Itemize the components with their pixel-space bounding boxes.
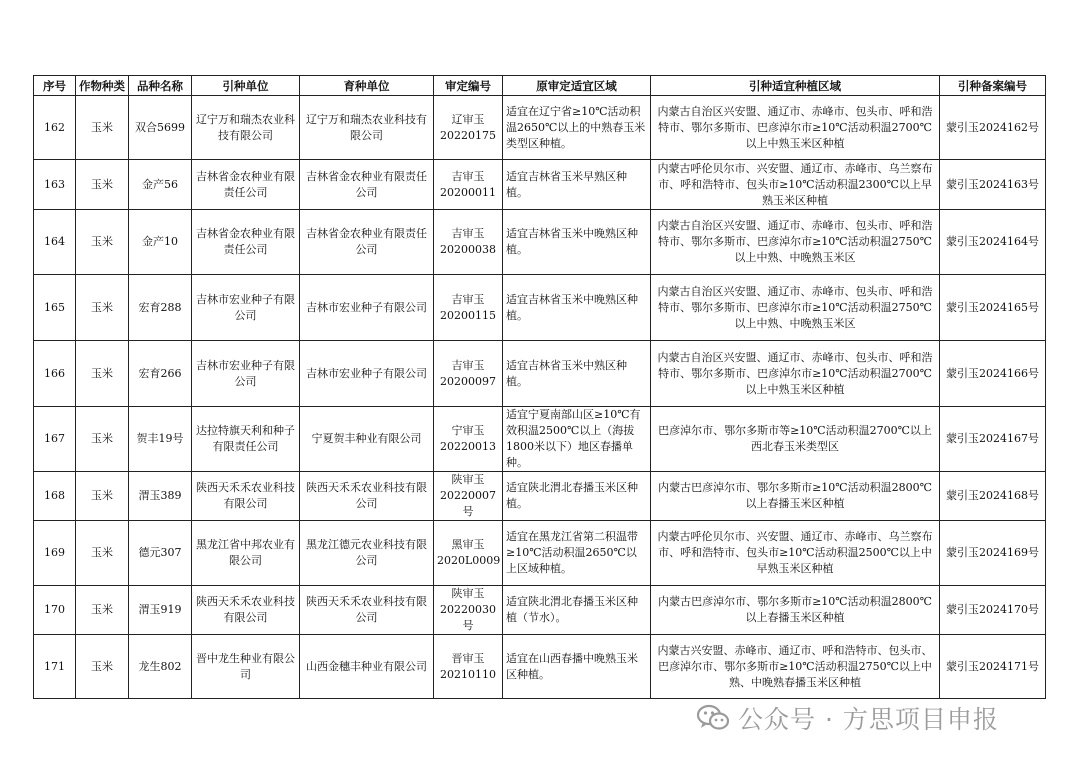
cell-approval: 晋审玉20210110: [434, 635, 503, 699]
cell-approval: 黑审玉2020L0009: [434, 521, 503, 586]
cell-breeder: 陕西天禾禾农业科技有限公司: [300, 586, 434, 635]
cell-breeder: 黑龙江德元农业科技有限公司: [300, 521, 434, 586]
cell-introducer: 晋中龙生种业有限公司: [192, 635, 300, 699]
cell-orig-area: 适宜吉林省玉米中晚熟区种植。: [503, 275, 651, 341]
cell-crop: 玉米: [76, 341, 129, 407]
cell-intro-area: 内蒙古巴彦淖尔市、鄂尔多斯市≥10℃活动积温2800℃以上春播玉米区种植: [651, 586, 940, 635]
cell-approval: 宁审玉20220013: [434, 407, 503, 472]
cell-breeder: 宁夏贺丰种业有限公司: [300, 407, 434, 472]
cell-no: 163: [34, 160, 76, 210]
header-no: 序号: [34, 76, 76, 96]
cell-record: 蒙引玉2024162号: [940, 96, 1046, 160]
cell-crop: 玉米: [76, 521, 129, 586]
table-row: [34, 160, 1046, 210]
cell-approval: 吉审玉20200097: [434, 341, 503, 407]
cell-introducer: 吉林省金农种业有限责任公司: [192, 160, 300, 210]
cell-breeder: 辽宁万和瑞杰农业科技有限公司: [300, 96, 434, 160]
cell-introducer: 吉林市宏业种子有限公司: [192, 275, 300, 341]
cell-intro-area: 内蒙古自治区兴安盟、通辽市、赤峰市、包头市、呼和浩特市、鄂尔多斯市、巴彦淖尔市≥10℃活动积温2750℃以上中熟、中晚熟玉米区: [651, 210, 940, 275]
cell-record: 蒙引玉2024170号: [940, 586, 1046, 635]
cell-introducer: 吉林市宏业种子有限公司: [192, 341, 300, 407]
cell-introducer: 陕西天禾禾农业科技有限公司: [192, 472, 300, 521]
cell-record: 蒙引玉2024163号: [940, 160, 1046, 210]
header-intro-area: 引种适宜种植区域: [651, 76, 940, 96]
cell-no: 169: [34, 521, 76, 586]
cell-no: 168: [34, 472, 76, 521]
cell-crop: 玉米: [76, 275, 129, 341]
cell-orig-area: 适宜在辽宁省≥10℃活动积温2650℃以上的中熟春玉米类型区种植。: [503, 96, 651, 160]
cell-approval: 吉审玉20200115: [434, 275, 503, 341]
table-row: [34, 96, 1046, 160]
cell-no: 171: [34, 635, 76, 699]
cell-approval: 吉审玉20200011: [434, 160, 503, 210]
cell-breeder: 吉林市宏业种子有限公司: [300, 275, 434, 341]
watermark: [696, 701, 999, 735]
cell-crop: 玉米: [76, 472, 129, 521]
table-row: [34, 472, 1046, 521]
cell-crop: 玉米: [76, 407, 129, 472]
cell-orig-area: 适宜陕北渭北春播玉米区种植（节水）。: [503, 586, 651, 635]
cell-no: 166: [34, 341, 76, 407]
cell-no: 164: [34, 210, 76, 275]
table-row: [34, 275, 1046, 341]
cell-orig-area: 适宜吉林省玉米早熟区种植。: [503, 160, 651, 210]
cell-orig-area: 适宜吉林省玉米中晚熟区种植。: [503, 210, 651, 275]
cell-variety: 宏育266: [129, 341, 192, 407]
cell-record: 蒙引玉2024171号: [940, 635, 1046, 699]
cell-variety: 金产10: [129, 210, 192, 275]
header-crop: 作物种类: [76, 76, 129, 96]
header-introducer: 引种单位: [192, 76, 300, 96]
cell-record: 蒙引玉2024164号: [940, 210, 1046, 275]
table-row: [34, 635, 1046, 699]
header-approval: 审定编号: [434, 76, 503, 96]
cell-no: 167: [34, 407, 76, 472]
cell-breeder: 吉林省金农种业有限责任公司: [300, 160, 434, 210]
watermark-text: 公众号 · 方思项目申报: [738, 705, 999, 734]
cell-variety: 金产56: [129, 160, 192, 210]
header-row: [34, 76, 1046, 96]
cell-introducer: 黑龙江省中邦农业有限公司: [192, 521, 300, 586]
cell-record: 蒙引玉2024167号: [940, 407, 1046, 472]
cell-variety: 渭玉919: [129, 586, 192, 635]
cell-crop: 玉米: [76, 586, 129, 635]
cell-intro-area: 内蒙古自治区兴安盟、通辽市、赤峰市、包头市、呼和浩特市、鄂尔多斯市、巴彦淖尔市≥10℃活动积温2750℃以上中熟、中晚熟玉米区: [651, 275, 940, 341]
cell-intro-area: 内蒙古呼伦贝尔市、兴安盟、通辽市、赤峰市、乌兰察布市、呼和浩特市、包头市≥10℃活动积温2300℃以上早熟玉米区种植: [651, 160, 940, 210]
cell-intro-area: 内蒙古巴彦淖尔市、鄂尔多斯市≥10℃活动积温2800℃以上春播玉米区种植: [651, 472, 940, 521]
cell-variety: 贺丰19号: [129, 407, 192, 472]
cell-variety: 双合5699: [129, 96, 192, 160]
cell-variety: 渭玉389: [129, 472, 192, 521]
cell-no: 162: [34, 96, 76, 160]
cell-variety: 龙生802: [129, 635, 192, 699]
cell-approval: 陕审玉20220007号: [434, 472, 503, 521]
cell-intro-area: 内蒙古兴安盟、赤峰市、通辽市、呼和浩特市、包头市、巴彦淖尔市、鄂尔多斯市≥10℃活动积温2750℃以上中熟、中晚熟春播玉米区种植: [651, 635, 940, 699]
cell-introducer: 达拉特旗天利和种子有限责任公司: [192, 407, 300, 472]
cell-record: 蒙引玉2024169号: [940, 521, 1046, 586]
cell-intro-area: 内蒙古自治区兴安盟、通辽市、赤峰市、包头市、呼和浩特市、鄂尔多斯市、巴彦淖尔市≥10℃活动积温2700℃以上中熟玉米区种植: [651, 341, 940, 407]
cell-orig-area: 适宜宁夏南部山区≥10℃有效积温2500℃以上（海拔1800米以下）地区春播单种。: [503, 407, 651, 472]
cell-intro-area: 巴彦淖尔市、鄂尔多斯市等≥10℃活动积温2700℃以上西北春玉米类型区: [651, 407, 940, 472]
cell-crop: 玉米: [76, 635, 129, 699]
header-variety: 品种名称: [129, 76, 192, 96]
cell-intro-area: 内蒙古呼伦贝尔市、兴安盟、通辽市、赤峰市、乌兰察布市、呼和浩特市、包头市≥10℃活动积温2500℃以上中早熟玉米区种植: [651, 521, 940, 586]
table-row: [34, 407, 1046, 472]
header-breeder: 育种单位: [300, 76, 434, 96]
cell-record: 蒙引玉2024166号: [940, 341, 1046, 407]
header-record: 引种备案编号: [940, 76, 1046, 96]
cell-intro-area: 内蒙古自治区兴安盟、通辽市、赤峰市、包头市、呼和浩特市、鄂尔多斯市、巴彦淖尔市≥10℃活动积温2700℃以上中熟玉米区种植: [651, 96, 940, 160]
cell-breeder: 吉林市宏业种子有限公司: [300, 341, 434, 407]
cell-approval: 辽审玉20220175: [434, 96, 503, 160]
cell-introducer: 吉林省金农种业有限责任公司: [192, 210, 300, 275]
cell-crop: 玉米: [76, 210, 129, 275]
cell-orig-area: 适宜吉林省玉米中熟区种植。: [503, 341, 651, 407]
cell-record: 蒙引玉2024168号: [940, 472, 1046, 521]
cell-orig-area: 适宜在山西春播中晚熟玉米区种植。: [503, 635, 651, 699]
cell-breeder: 陕西天禾禾农业科技有限公司: [300, 472, 434, 521]
table-row: [34, 341, 1046, 407]
cell-orig-area: 适宜在黑龙江省第二积温带≥10℃活动积温2650℃以上区域种植。: [503, 521, 651, 586]
cell-variety: 宏育288: [129, 275, 192, 341]
cell-variety: 德元307: [129, 521, 192, 586]
header-orig-area: 原审定适宜区域: [503, 76, 651, 96]
wechat-icon: [696, 703, 730, 733]
cell-orig-area: 适宜陕北渭北春播玉米区种植。: [503, 472, 651, 521]
cell-no: 165: [34, 275, 76, 341]
table-row: [34, 521, 1046, 586]
cell-no: 170: [34, 586, 76, 635]
cell-crop: 玉米: [76, 160, 129, 210]
table-row: [34, 586, 1046, 635]
variety-table: [33, 75, 1046, 699]
cell-breeder: 吉林省金农种业有限责任公司: [300, 210, 434, 275]
table-row: [34, 210, 1046, 275]
cell-approval: 陕审玉20220030号: [434, 586, 503, 635]
cell-approval: 吉审玉20200038: [434, 210, 503, 275]
cell-introducer: 陕西天禾禾农业科技有限公司: [192, 586, 300, 635]
cell-breeder: 山西金穗丰种业有限公司: [300, 635, 434, 699]
cell-record: 蒙引玉2024165号: [940, 275, 1046, 341]
cell-introducer: 辽宁万和瑞杰农业科技有限公司: [192, 96, 300, 160]
cell-crop: 玉米: [76, 96, 129, 160]
